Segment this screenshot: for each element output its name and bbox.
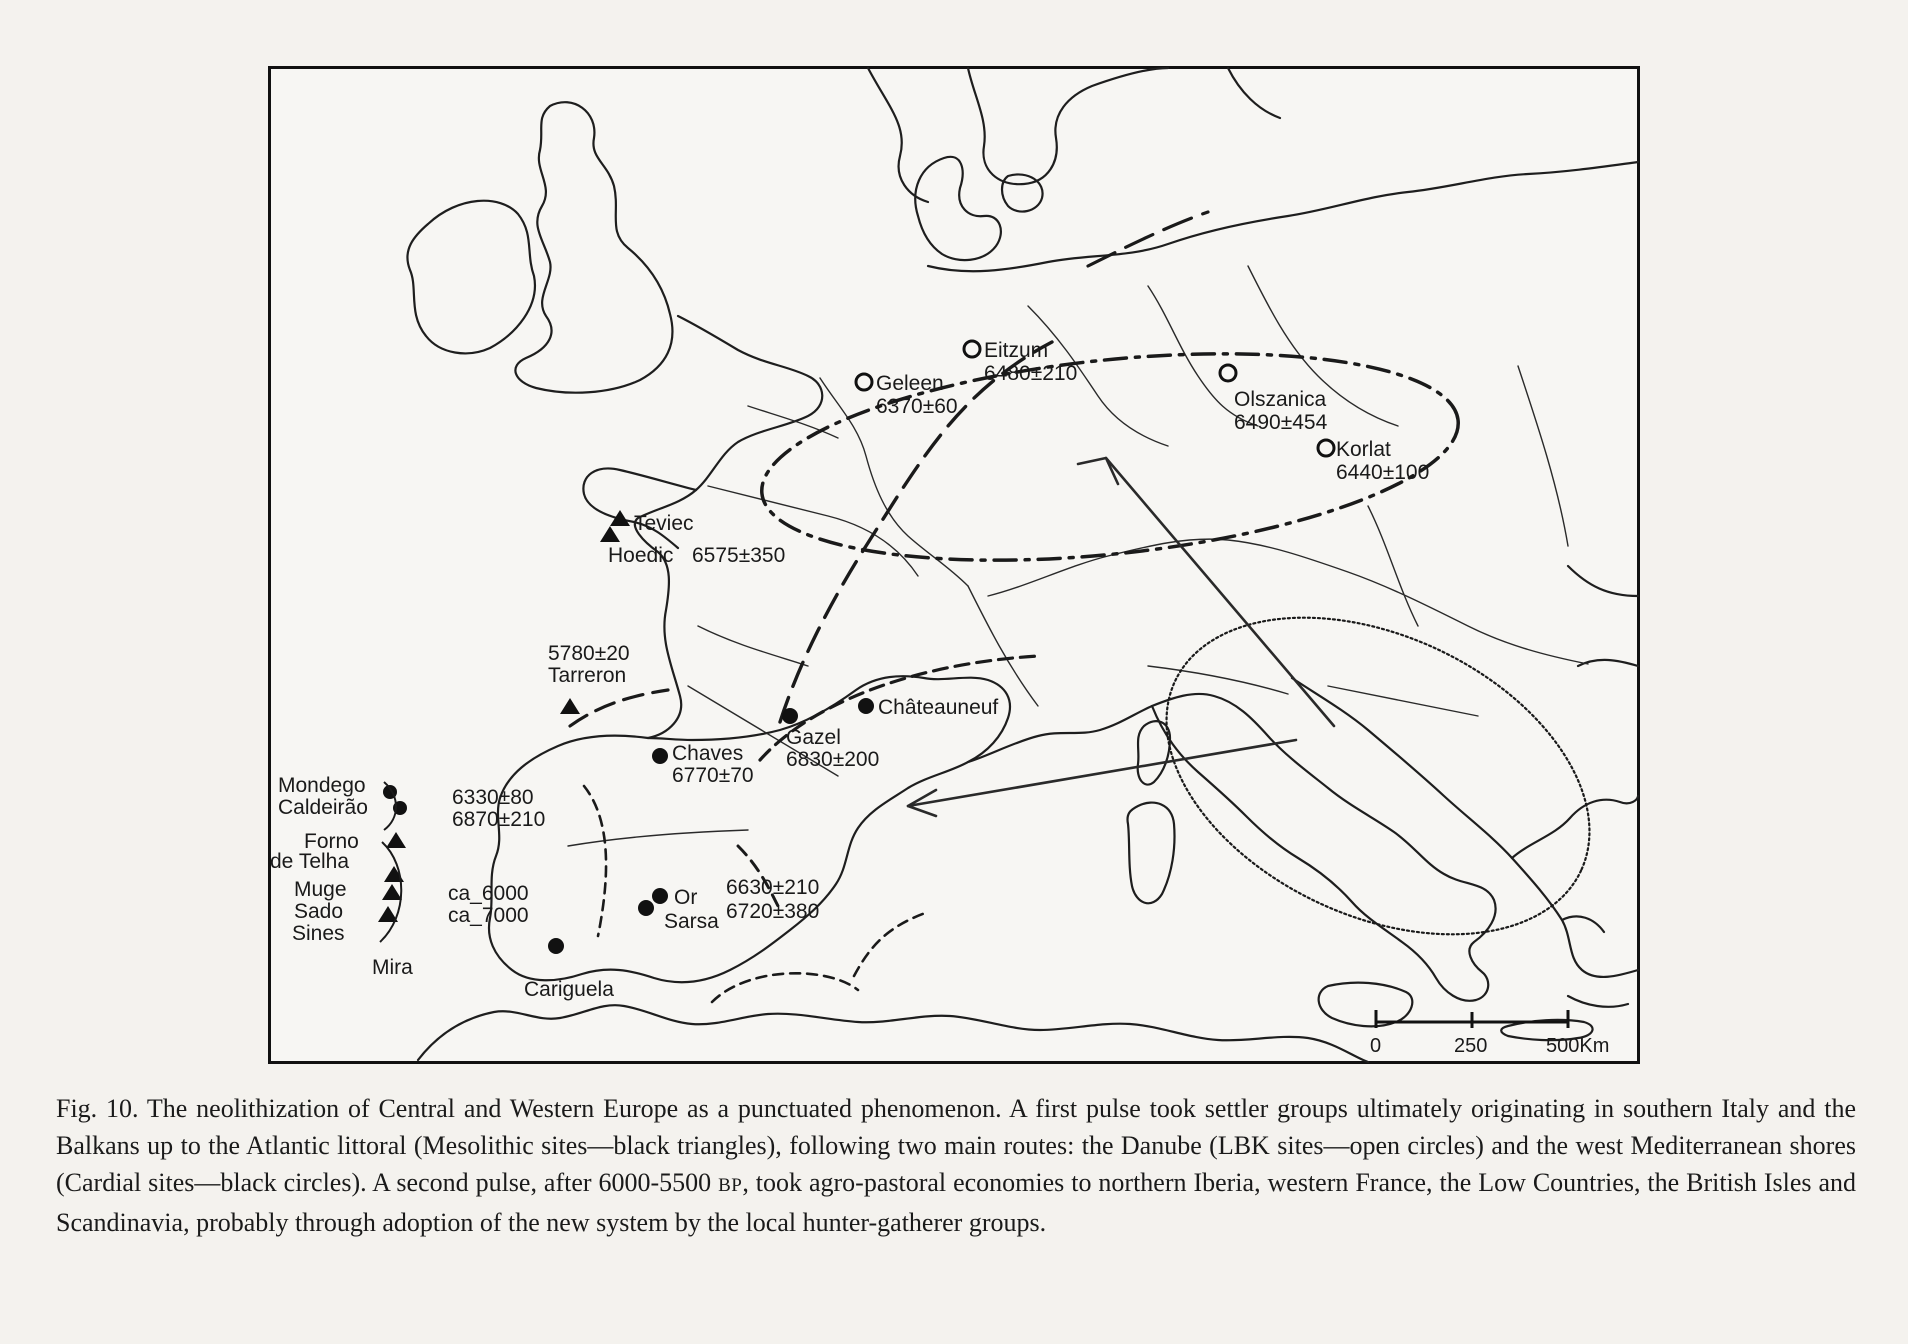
gazel-date: 6830±200 bbox=[786, 748, 880, 771]
gazel-label: Gazel bbox=[786, 726, 841, 749]
hoedic-label: Hoedic bbox=[608, 544, 674, 567]
chaves-label: Chaves bbox=[672, 742, 744, 765]
sado-label: Sado bbox=[294, 900, 344, 923]
caption-bp-abbrev: BP bbox=[718, 1175, 743, 1196]
korlat-date: 6440±100 bbox=[1336, 461, 1430, 484]
forno-label: Forno bbox=[304, 830, 359, 853]
or-date: 6630±210 bbox=[726, 876, 820, 899]
geleen-label: Geleen bbox=[876, 372, 944, 395]
caption-text-part2: , took agro-pastoral economies to northern Iberia, western France, the Low Countries, the British Isles and Scandinavia, probably through adoption of the new system by the local hunter-gatherer groups. bbox=[56, 1168, 1857, 1237]
chateauneuf-marker bbox=[858, 698, 874, 714]
hoedic-date: 6575±350 bbox=[692, 544, 786, 567]
muge-label: Muge bbox=[294, 878, 347, 901]
caption-text-part1: Fig. 10. The neolithization of Central and Western Europe as a punctuated phenomenon. A first pulse took settler groups ultimately originating in southern Italy and the Balkans up to the Atlantic littoral (Mesolithic sites—black triangles), following two main routes: the Danube (LBK sites—open circles) and the west Mediterranean shores (Cardial sites—black circles). A second pulse, after 6000-5500 bbox=[56, 1094, 1856, 1197]
or-label: Or bbox=[674, 886, 698, 909]
scale-bar-label-250: 250 bbox=[1454, 1035, 1488, 1057]
teviec-label: Teviec bbox=[634, 512, 694, 535]
cariguela-label: Cariguela bbox=[524, 978, 614, 1001]
chateauneuf-label: Châteauneuf bbox=[878, 696, 999, 719]
mondego-date-1: 6330±80 bbox=[452, 786, 534, 809]
geleen-marker bbox=[856, 374, 872, 390]
muge-date-2: ca_7000 bbox=[448, 904, 529, 927]
sarsa-date: 6720±380 bbox=[726, 900, 820, 923]
korlat-label: Korlat bbox=[1336, 438, 1391, 461]
olszanica-label: Olszanica bbox=[1234, 388, 1327, 411]
mira-label: Mira bbox=[372, 956, 413, 979]
eitzum-label: Eitzum bbox=[984, 339, 1049, 362]
mondego-date-2: 6870±210 bbox=[452, 808, 546, 831]
map bbox=[268, 66, 1640, 1064]
korlat-marker bbox=[1318, 440, 1334, 456]
olszanica-date: 6490±454 bbox=[1234, 411, 1328, 434]
sarsa-marker bbox=[638, 900, 654, 916]
chaves-marker bbox=[652, 748, 668, 764]
figure-caption bbox=[56, 1090, 1856, 1241]
eitzum-marker bbox=[964, 341, 980, 357]
tarreron-label: Tarreron bbox=[548, 664, 627, 687]
sines-label: Sines bbox=[292, 922, 345, 945]
olszanica-marker bbox=[1220, 365, 1236, 381]
cariguela-marker bbox=[548, 938, 564, 954]
tarreron-date: 5780±20 bbox=[548, 642, 630, 665]
mondego-label: Mondego bbox=[278, 774, 366, 797]
eitzum-date: 6480±210 bbox=[984, 362, 1078, 385]
de-telha-label: de Telha bbox=[270, 850, 350, 873]
scale-bar-label-500: 500Km bbox=[1546, 1035, 1610, 1057]
chaves-date: 6770±70 bbox=[672, 764, 754, 787]
or-marker bbox=[652, 888, 668, 904]
gazel-marker bbox=[782, 708, 798, 724]
scale-bar-label-0: 0 bbox=[1370, 1035, 1382, 1057]
geleen-date: 6370±60 bbox=[876, 395, 958, 418]
sarsa-label: Sarsa bbox=[664, 910, 719, 933]
muge-date-1: ca_6000 bbox=[448, 882, 529, 905]
caldeirao-label: Caldeirão bbox=[278, 796, 368, 819]
